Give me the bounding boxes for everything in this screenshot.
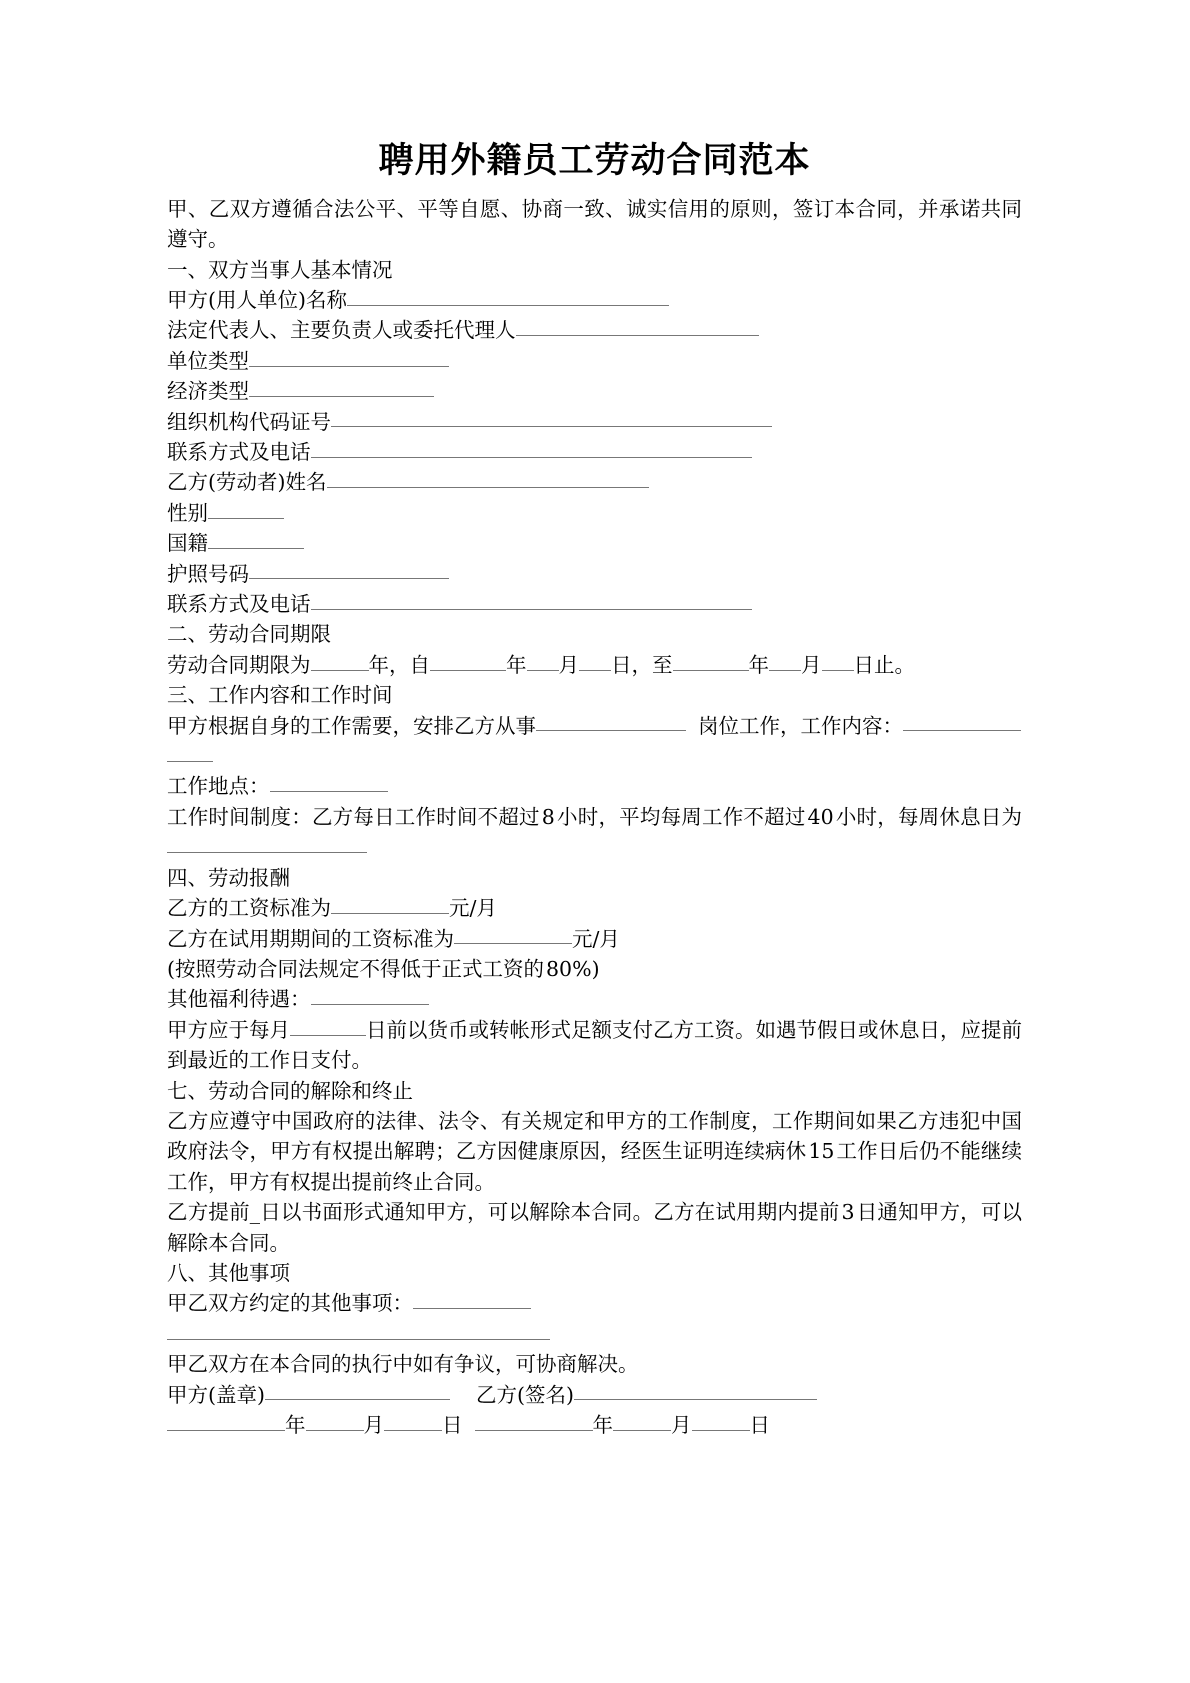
field-employee-name (167, 467, 1022, 497)
party-a-month-label: 月 (363, 1413, 384, 1437)
termination-clause-1-text-b: 工作日后仍不能继续工作，甲方有权提出提前终止合同。 (167, 1139, 1023, 1194)
termination-clause-2-text-c: 日通知甲方，可以解除本合同。 (167, 1200, 1023, 1255)
field-gender (167, 498, 1022, 528)
field-employer-contact-blank[interactable] (311, 438, 752, 458)
term-start-year-blank[interactable] (430, 651, 506, 671)
work-location-line (167, 771, 1022, 801)
work-assign-label-b: 岗位工作，工作内容： (698, 713, 903, 738)
section-heading-work: 三、工作内容和工作时间 (167, 683, 393, 708)
signature-names-row (167, 1380, 1022, 1410)
field-nationality (167, 528, 1022, 558)
field-employer-contact (167, 437, 1022, 467)
termination-clause-1-text-a: 乙方应遵守中国政府的法律、法令、有关规定和甲方的工作制度，工作期间如果乙方违犯中国政府法令，甲方有权提出解聘；乙方因健康原因，经医生证明连续病休 (167, 1108, 1022, 1164)
party-b-day-blank[interactable] (692, 1411, 750, 1431)
payday-blank[interactable] (290, 1016, 366, 1036)
payday-label-a: 甲方应于每月 (167, 1017, 290, 1042)
probation-label-b: 元/月 (572, 926, 620, 951)
field-gender-label: 性别 (167, 500, 208, 525)
benefits-line (167, 984, 1022, 1014)
field-legal-rep (167, 315, 1022, 345)
party-b-day-label: 日 (749, 1413, 770, 1437)
benefits-blank[interactable] (311, 985, 429, 1005)
field-passport-blank[interactable] (249, 560, 449, 580)
termination-sickleave-days: 15 (808, 1139, 835, 1164)
field-unit-type (167, 346, 1022, 376)
section-heading-other: 八、其他事项 (167, 1260, 290, 1285)
field-employer-name (167, 285, 1022, 315)
other-agreed-blank-continued[interactable] (167, 1320, 550, 1340)
section-heading-termination: 七、劳动合同的解除和终止 (167, 1078, 413, 1103)
work-assign-label-a: 甲方根据自身的工作需要，安排乙方从事 (167, 713, 536, 738)
term-label-a: 劳动合同期限为 (167, 652, 311, 677)
other-agreed-continuation (167, 1319, 1022, 1349)
work-assignment-line (167, 711, 1022, 772)
probation-label-a: 乙方在试用期期间的工资标准为 (167, 926, 454, 951)
party-b-year-label: 年 (592, 1413, 613, 1437)
field-employer-name-label: 甲方(用人单位)名称 (167, 287, 347, 312)
salary-label-b: 元/月 (449, 896, 497, 921)
party-a-month-blank[interactable] (306, 1411, 364, 1431)
field-employee-name-blank[interactable] (327, 468, 649, 488)
field-org-code-label: 组织机构代码证号 (167, 409, 331, 434)
term-start-day-blank[interactable] (579, 651, 611, 671)
benefits-label: 其他福利待遇： (167, 987, 311, 1012)
field-gender-blank[interactable] (208, 499, 284, 519)
work-hours-daily-value: 8 (541, 804, 555, 829)
field-employee-contact-blank[interactable] (311, 590, 752, 610)
field-unit-type-label: 单位类型 (167, 348, 249, 373)
field-employer-name-blank[interactable] (347, 286, 669, 306)
term-label-h: 日止。 (853, 652, 915, 677)
field-economic-type (167, 376, 1022, 406)
other-agreed-label: 甲乙双方约定的其他事项： (167, 1291, 413, 1316)
dispute-line: 甲乙双方在本合同的执行中如有争议，可协商解决。 (167, 1352, 639, 1377)
salary-blank[interactable] (331, 894, 449, 914)
term-label-e: 日，至 (611, 652, 673, 677)
field-economic-type-blank[interactable] (249, 377, 434, 397)
party-a-day-blank[interactable] (384, 1411, 442, 1431)
term-end-day-blank[interactable] (822, 651, 854, 671)
termination-notice-days-blank[interactable]: _ (249, 1200, 261, 1225)
party-a-seal-blank[interactable] (265, 1381, 450, 1401)
party-b-month-blank[interactable] (613, 1411, 671, 1431)
party-b-year-blank[interactable] (475, 1411, 593, 1431)
party-b-sign-label: 乙方(签名) (476, 1382, 574, 1407)
field-legal-rep-label: 法定代表人、主要负责人或委托代理人 (167, 318, 516, 343)
work-hours-label-b: 小时，平均每周工作不超过 (556, 804, 806, 829)
work-location-label: 工作地点： (167, 774, 270, 799)
work-content-blank-b[interactable] (167, 742, 213, 762)
work-hours-label-a: 工作时间制度：乙方每日工作时间不超过 (167, 804, 540, 829)
work-location-blank[interactable] (270, 772, 388, 792)
party-b-sign-blank[interactable] (574, 1381, 817, 1401)
section-heading-pay: 四、劳动报酬 (167, 865, 290, 890)
term-label-b: 年，自 (368, 652, 430, 677)
field-passport-label: 护照号码 (167, 561, 249, 586)
field-economic-type-label: 经济类型 (167, 379, 249, 404)
field-nationality-label: 国籍 (167, 531, 208, 556)
field-nationality-blank[interactable] (208, 529, 304, 549)
termination-probation-notice-days: 3 (841, 1200, 855, 1225)
termination-clause-2-text-b: 日以书面形式通知甲方，可以解除本合同。乙方在试用期内提前 (260, 1200, 840, 1225)
party-a-year-blank[interactable] (167, 1411, 285, 1431)
probation-salary-line (167, 924, 1022, 954)
party-a-day-label: 日 (442, 1413, 463, 1437)
section-heading-parties: 一、双方当事人基本情况 (167, 257, 393, 282)
term-end-year-blank[interactable] (673, 651, 749, 671)
other-agreed-blank[interactable] (413, 1289, 531, 1309)
field-employee-contact (167, 589, 1022, 619)
document-body (167, 194, 1022, 1441)
party-a-seal-label: 甲方(盖章) (167, 1382, 265, 1407)
party-a-year-label: 年 (285, 1413, 306, 1437)
field-employee-contact-label: 联系方式及电话 (167, 592, 311, 617)
termination-clause-2-text-a: 乙方提前 (167, 1200, 250, 1225)
intro-paragraph: 甲、乙双方遵循合法公平、平等自愿、协商一致、诚实信用的原则，签订本合同，并承诺共同遵守。 (167, 196, 1022, 252)
party-b-month-label: 月 (671, 1413, 692, 1437)
salary-line (167, 893, 1022, 923)
field-org-code-blank[interactable] (331, 408, 772, 428)
signature-dates-row (167, 1410, 1022, 1440)
work-position-blank[interactable] (536, 712, 686, 732)
salary-label-a: 乙方的工资标准为 (167, 896, 331, 921)
contract-term-line (167, 650, 1022, 680)
termination-clause-2 (167, 1197, 1022, 1258)
field-employer-contact-label: 联系方式及电话 (167, 440, 311, 464)
probation-note-text: (按照劳动合同法规定不得低于正式工资的 (167, 956, 544, 981)
payday-label-b: 日前以货币或转帐形式足额支付乙方工资。如遇节假日或休息日，应提前到最近的工作日支付。 (167, 1017, 1022, 1073)
probation-note-percent: 80%) (546, 956, 600, 981)
term-label-d: 月 (558, 652, 579, 677)
field-legal-rep-blank[interactable] (516, 316, 759, 336)
term-label-c: 年 (506, 652, 527, 677)
page-title: 聘用外籍员工劳动合同范本 (378, 141, 811, 181)
section-heading-term: 二、劳动合同期限 (167, 622, 331, 647)
field-employee-name-label: 乙方(劳动者)姓名 (167, 470, 327, 495)
work-content-blank-a[interactable] (903, 712, 1021, 732)
field-passport (167, 559, 1022, 589)
work-hours-weekly-value: 40 (807, 804, 834, 829)
work-hours-label-c: 小时，每周休息日为 (835, 804, 1023, 829)
term-end-month-blank[interactable] (769, 651, 801, 671)
probation-salary-blank[interactable] (454, 924, 572, 944)
payday-line (167, 1015, 1022, 1076)
field-org-code (167, 407, 1022, 437)
term-label-g: 月 (801, 652, 822, 677)
term-years-blank[interactable] (311, 651, 369, 671)
term-start-month-blank[interactable] (527, 651, 559, 671)
probation-note-line (167, 954, 1022, 984)
work-hours-line (167, 802, 1022, 863)
work-restday-blank[interactable] (167, 833, 367, 853)
other-agreed-line (167, 1288, 1022, 1318)
term-label-f: 年 (748, 652, 769, 677)
field-unit-type-blank[interactable] (249, 347, 449, 367)
termination-clause-1 (167, 1106, 1022, 1197)
